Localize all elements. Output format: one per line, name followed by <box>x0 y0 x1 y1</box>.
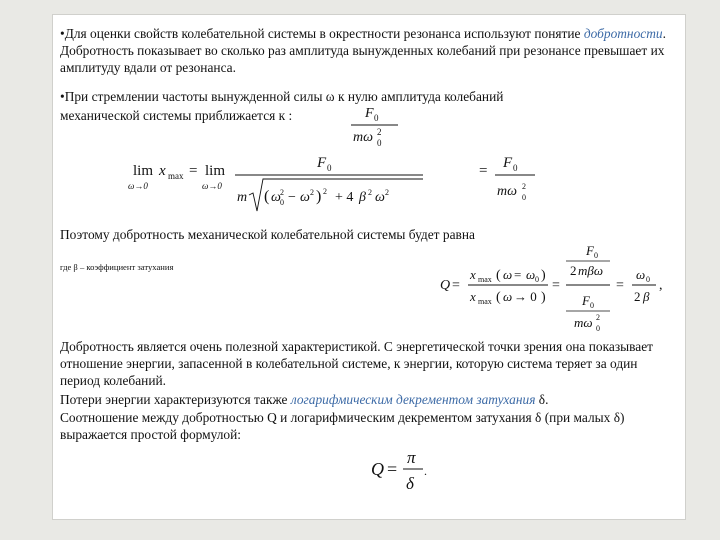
paragraph-q-delta: Соотношение между добротностью Q и логарифмическим декрементом затухания δ (при малых δ) выражается простой формулой: <box>60 410 625 442</box>
svg-text:2: 2 <box>368 188 372 197</box>
svg-text:x: x <box>159 163 166 179</box>
svg-text:0: 0 <box>594 251 598 260</box>
svg-text:−: − <box>288 190 296 205</box>
svg-text:lim: lim <box>205 163 226 179</box>
decrement-text-b: δ. <box>535 392 549 407</box>
svg-text:mω: mω <box>497 184 517 199</box>
slide <box>52 14 686 520</box>
intro-text-a: •Для оценки свойств колебательной системы в окрестности резонанса используют понятие <box>60 26 584 41</box>
svg-text:max: max <box>168 171 184 181</box>
svg-text:2: 2 <box>522 182 526 191</box>
svg-text:ω: ω <box>503 267 513 282</box>
svg-text:x: x <box>470 267 476 282</box>
svg-text:2: 2 <box>570 263 577 278</box>
svg-text:(: ( <box>264 188 270 205</box>
svg-text:ω: ω <box>503 289 513 304</box>
paragraph-limit-line1: •При стремлении частоты вынужденной силы ω к нулю амплитуда колебаний <box>60 89 504 104</box>
svg-text:ω: ω <box>526 267 536 282</box>
svg-text:0: 0 <box>374 113 379 123</box>
svg-text:0: 0 <box>280 198 284 207</box>
paragraph-limit-line2: механической системы приближается к : <box>60 108 293 123</box>
svg-text:lim: lim <box>133 163 154 179</box>
svg-text:2: 2 <box>385 188 389 197</box>
paragraph-q-meaning: Добротность является очень полезной характеристикой. С энергетической точки зрения она показывает отношение энергии, запасенной в колебательной системе, к энергии, которую система теряет за один период колебаний. <box>60 339 653 388</box>
formula-limit-amplitude <box>123 145 543 217</box>
svg-text:=: = <box>387 459 398 479</box>
paragraph-q-intro: Поэтому добротность механической колебательной системы будет равна <box>60 227 475 242</box>
svg-text:F: F <box>582 293 590 308</box>
svg-text:0: 0 <box>522 193 526 202</box>
svg-text:→ 0: → 0 <box>514 289 537 304</box>
svg-text:ω: ω <box>375 190 385 205</box>
formula-q-factor <box>438 241 678 335</box>
svg-text:0: 0 <box>327 163 332 173</box>
svg-text:0: 0 <box>513 163 518 173</box>
svg-text:π: π <box>407 448 416 467</box>
svg-text:0: 0 <box>590 301 594 310</box>
svg-text:Q: Q <box>371 459 384 479</box>
svg-text:=: = <box>479 163 488 179</box>
svg-text:2: 2 <box>377 127 382 137</box>
paragraph-intro <box>60 25 680 76</box>
svg-text:x: x <box>470 289 476 304</box>
svg-text:mω: mω <box>353 130 373 145</box>
svg-text:Q: Q <box>440 278 451 293</box>
svg-text:m: m <box>237 190 248 205</box>
svg-text:): ) <box>541 268 546 283</box>
svg-text:+ 4: + 4 <box>335 190 354 205</box>
svg-text:F: F <box>586 243 594 258</box>
paragraph-log-decrement <box>60 391 548 408</box>
svg-text:β: β <box>643 289 650 304</box>
svg-text:): ) <box>541 290 546 305</box>
svg-text:(: ( <box>496 268 501 283</box>
svg-text:β: β <box>359 190 366 205</box>
note-beta: где β – коэффициент затухания <box>60 262 174 272</box>
svg-text:(: ( <box>496 290 501 305</box>
svg-text:.: . <box>424 464 427 478</box>
svg-text:2: 2 <box>323 187 327 196</box>
svg-text:δ: δ <box>406 474 414 493</box>
svg-text:,: , <box>659 278 663 293</box>
svg-text:mω: mω <box>574 315 593 330</box>
svg-text:F: F <box>317 155 327 171</box>
svg-text:=: = <box>514 267 522 282</box>
svg-text:F: F <box>365 106 374 121</box>
svg-text:2: 2 <box>280 188 284 197</box>
svg-text:=: = <box>452 278 460 293</box>
svg-text:ω: ω <box>636 267 646 282</box>
svg-text:F: F <box>503 155 513 171</box>
svg-text:2: 2 <box>596 313 600 322</box>
svg-text:0: 0 <box>646 275 650 284</box>
svg-text:2: 2 <box>310 188 314 197</box>
svg-text:0: 0 <box>596 324 600 333</box>
svg-text:): ) <box>316 188 322 205</box>
svg-text:ω: ω <box>300 190 310 205</box>
svg-text:=: = <box>616 278 624 293</box>
svg-text:0: 0 <box>377 138 382 148</box>
svg-text:max: max <box>478 275 492 284</box>
svg-text:=: = <box>189 163 198 179</box>
decrement-text-a: Потери энергии характеризуются также <box>60 392 291 407</box>
svg-text:ω→0: ω→0 <box>128 181 148 191</box>
svg-text:2: 2 <box>634 289 641 304</box>
svg-text:mβω: mβω <box>578 263 604 278</box>
intro-text-b: . Добротность показывает во сколько раз амплитуда вынужденных колебаний при резонансе превышает их амплитуду вдали от резонанса. <box>60 26 666 75</box>
formula-q-pi-delta <box>365 443 435 495</box>
term-log-decrement: логарифмическим декрементом затухания <box>290 392 536 407</box>
term-dobrotnost: добротности <box>583 26 663 41</box>
svg-text:ω: ω <box>271 190 281 205</box>
svg-text:0: 0 <box>535 275 539 284</box>
svg-text:max: max <box>478 297 492 306</box>
svg-text:=: = <box>552 278 560 293</box>
svg-text:ω→0: ω→0 <box>202 181 222 191</box>
